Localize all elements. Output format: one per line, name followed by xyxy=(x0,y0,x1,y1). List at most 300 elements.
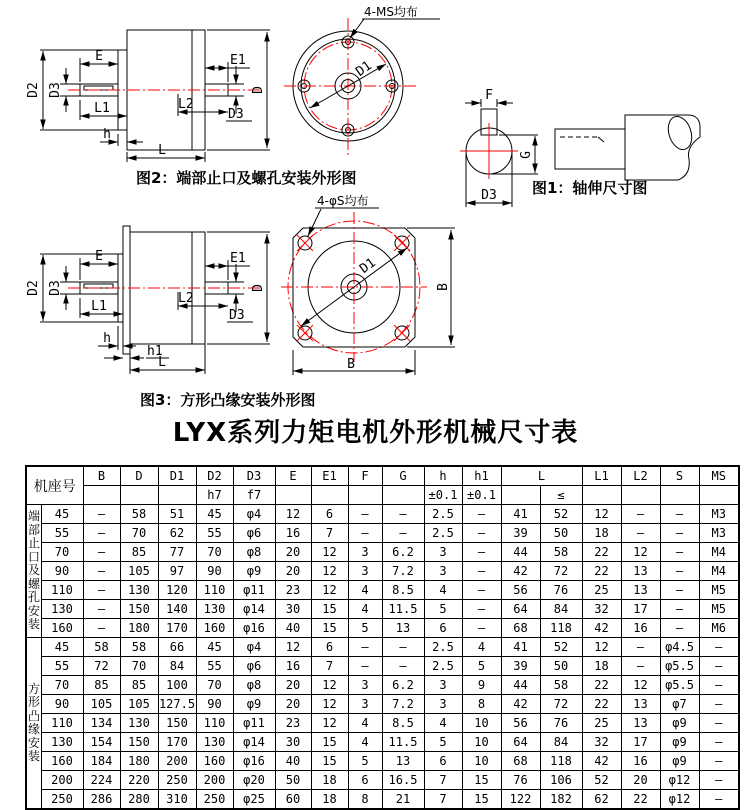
group-label: 端部止口及螺孔安装 xyxy=(26,505,41,638)
group-label: 方形凸缘安装 xyxy=(26,638,41,810)
cell: – xyxy=(621,638,660,657)
cell: φ9 xyxy=(660,733,699,752)
cell: 3 xyxy=(348,543,382,562)
cell: 25 xyxy=(582,714,621,733)
sub-header xyxy=(582,486,621,505)
cell: 130 xyxy=(196,600,233,619)
dim-label-f: F xyxy=(485,88,493,103)
cell: 41 xyxy=(501,505,540,524)
cell: 84 xyxy=(540,733,582,752)
cell: 130 xyxy=(196,733,233,752)
cell: 170 xyxy=(158,733,196,752)
cell: 52 xyxy=(540,505,582,524)
cell: φ8 xyxy=(233,676,275,695)
sub-header xyxy=(699,486,739,505)
cell: 150 xyxy=(120,600,158,619)
table-header xyxy=(26,466,739,505)
dim-label-g: G xyxy=(519,151,534,159)
cell: 130 xyxy=(120,714,158,733)
sub-header xyxy=(348,486,382,505)
page-title: LYX系列力矩电机外形机械尺寸表 xyxy=(172,418,579,448)
cell: 25 xyxy=(582,581,621,600)
cell: 22 xyxy=(582,543,621,562)
col-header-h: h xyxy=(424,466,462,486)
cell: 12 xyxy=(621,543,660,562)
cell: 4 xyxy=(348,581,382,600)
cell: 16 xyxy=(275,657,311,676)
cell: 40 xyxy=(275,752,311,771)
cell: 45 xyxy=(196,638,233,657)
cell: 220 xyxy=(120,771,158,790)
cell: 68 xyxy=(501,619,540,638)
cell: 55 xyxy=(196,657,233,676)
frame-size: 250 xyxy=(41,790,83,810)
dim-label-h: h xyxy=(103,127,111,142)
dim-label-h: h xyxy=(103,331,111,346)
cell: M4 xyxy=(699,562,739,581)
table-row xyxy=(26,733,739,752)
cell: 84 xyxy=(540,600,582,619)
col-header-B: B xyxy=(83,466,120,486)
frame-size: 70 xyxy=(41,543,83,562)
cell: φ25 xyxy=(233,790,275,810)
cell: 7 xyxy=(424,771,462,790)
cell: 30 xyxy=(275,600,311,619)
cell: 32 xyxy=(582,733,621,752)
cell: 15 xyxy=(311,752,348,771)
cell: 127.5 xyxy=(158,695,196,714)
cell: 12 xyxy=(582,638,621,657)
cell: 62 xyxy=(582,790,621,810)
cell: – xyxy=(660,619,699,638)
table-row xyxy=(26,752,739,771)
cell: 58 xyxy=(120,638,158,657)
frame-col-header: 机座号 xyxy=(26,466,83,505)
cell: 110 xyxy=(196,714,233,733)
cell: 21 xyxy=(382,790,424,810)
cell: 66 xyxy=(158,638,196,657)
frame-size: 160 xyxy=(41,619,83,638)
cell: 180 xyxy=(120,619,158,638)
cell: 10 xyxy=(462,752,501,771)
cell: – xyxy=(699,695,739,714)
cell: 2.5 xyxy=(424,505,462,524)
table-row xyxy=(26,790,739,810)
dim-label-e: E xyxy=(95,49,103,64)
cell: – xyxy=(621,657,660,676)
cell: 64 xyxy=(501,733,540,752)
cell: 77 xyxy=(158,543,196,562)
cell: – xyxy=(699,638,739,657)
cell: 20 xyxy=(275,562,311,581)
cell: 40 xyxy=(275,619,311,638)
col-header-L: L xyxy=(501,466,582,486)
cell: 120 xyxy=(158,581,196,600)
sub-header xyxy=(382,486,424,505)
cell: 200 xyxy=(158,752,196,771)
cell: φ14 xyxy=(233,733,275,752)
cell: – xyxy=(382,505,424,524)
cell: 250 xyxy=(158,771,196,790)
screw-note-label: 4-MS均布 xyxy=(364,5,418,19)
cell: 5 xyxy=(348,752,382,771)
cell: 4 xyxy=(424,581,462,600)
cell: 4 xyxy=(348,733,382,752)
fig3-side-drawing xyxy=(22,222,274,394)
table-row xyxy=(26,581,739,600)
cell: 3 xyxy=(348,562,382,581)
dim-label-l2: L2 xyxy=(178,97,194,112)
frame-size: 55 xyxy=(41,657,83,676)
cell: – xyxy=(462,524,501,543)
frame-size: 70 xyxy=(41,676,83,695)
cell: 70 xyxy=(196,543,233,562)
cell: 42 xyxy=(501,562,540,581)
frame-size: 110 xyxy=(41,581,83,600)
cell: 12 xyxy=(311,714,348,733)
cell: 280 xyxy=(120,790,158,810)
cell: 44 xyxy=(501,676,540,695)
table-row xyxy=(26,657,739,676)
cell: 6 xyxy=(424,752,462,771)
cell: φ5.5 xyxy=(660,657,699,676)
dim-label-d2: D2 xyxy=(26,280,41,296)
cell: 30 xyxy=(275,733,311,752)
cell: 154 xyxy=(83,733,120,752)
cell: 160 xyxy=(196,752,233,771)
cell: – xyxy=(83,505,120,524)
cell: 8.5 xyxy=(382,581,424,600)
cell: φ7 xyxy=(660,695,699,714)
cell: 3 xyxy=(424,562,462,581)
cell: 76 xyxy=(540,714,582,733)
cell: 50 xyxy=(540,524,582,543)
fig1-caption: 图1：轴伸尺寸图 xyxy=(532,179,648,197)
cell: 15 xyxy=(462,771,501,790)
cell: 12 xyxy=(311,695,348,714)
cell: 12 xyxy=(311,581,348,600)
screw-note-label: 4-φS均布 xyxy=(317,194,369,208)
cell: – xyxy=(83,543,120,562)
cell: 180 xyxy=(120,752,158,771)
cell: 3 xyxy=(424,543,462,562)
sub-header: f7 xyxy=(233,486,275,505)
cell: – xyxy=(462,600,501,619)
cell: M5 xyxy=(699,600,739,619)
cell: 12 xyxy=(311,676,348,695)
cell: φ9 xyxy=(660,714,699,733)
cell: 58 xyxy=(540,676,582,695)
cell: 15 xyxy=(311,619,348,638)
cell: 32 xyxy=(582,600,621,619)
cell: 2.5 xyxy=(424,638,462,657)
cell: 64 xyxy=(501,600,540,619)
cell: M6 xyxy=(699,619,739,638)
cell: 286 xyxy=(83,790,120,810)
cell: – xyxy=(462,543,501,562)
cell: 68 xyxy=(501,752,540,771)
cell: 12 xyxy=(311,543,348,562)
cell: φ16 xyxy=(233,752,275,771)
cell: 16 xyxy=(621,619,660,638)
sub-header xyxy=(83,486,120,505)
frame-size: 90 xyxy=(41,695,83,714)
cell: – xyxy=(462,581,501,600)
cell: φ9 xyxy=(660,752,699,771)
cell: – xyxy=(699,676,739,695)
frame-size: 130 xyxy=(41,600,83,619)
cell: 118 xyxy=(540,619,582,638)
dim-label-e1: E1 xyxy=(230,251,246,266)
cell: – xyxy=(348,657,382,676)
cell: φ11 xyxy=(233,714,275,733)
shaft-side-view xyxy=(555,129,625,169)
cell: φ8 xyxy=(233,543,275,562)
cell: 5 xyxy=(424,600,462,619)
sub-header: ±0.1 xyxy=(424,486,462,505)
fig2-caption: 图2：端部止口及螺孔安装外形图 xyxy=(136,169,357,187)
cell: 7 xyxy=(424,790,462,810)
cell: 85 xyxy=(83,676,120,695)
table-row xyxy=(26,695,739,714)
cell: φ16 xyxy=(233,619,275,638)
cell: – xyxy=(621,524,660,543)
cell: 50 xyxy=(275,771,311,790)
table-row xyxy=(26,714,739,733)
cell: 44 xyxy=(501,543,540,562)
dim-label-e: E xyxy=(95,249,103,264)
dim-label-l1: L1 xyxy=(91,299,107,314)
sub-header xyxy=(275,486,311,505)
table-row xyxy=(26,771,739,790)
cell: 6 xyxy=(424,619,462,638)
table-row xyxy=(26,524,739,543)
cell: φ5.5 xyxy=(660,676,699,695)
cell: 182 xyxy=(540,790,582,810)
cell: 56 xyxy=(501,714,540,733)
cell: 12 xyxy=(311,562,348,581)
cell: 16.5 xyxy=(382,771,424,790)
cell: – xyxy=(83,524,120,543)
cell: 7 xyxy=(311,524,348,543)
frame-size: 110 xyxy=(41,714,83,733)
cell: – xyxy=(83,619,120,638)
table-body xyxy=(26,505,739,810)
cell: 62 xyxy=(158,524,196,543)
cell: 6 xyxy=(311,505,348,524)
cell: φ12 xyxy=(660,771,699,790)
cell: 15 xyxy=(462,790,501,810)
cell: 76 xyxy=(540,581,582,600)
col-header-D3: D3 xyxy=(233,466,275,486)
cell: 2.5 xyxy=(424,524,462,543)
cell: 20 xyxy=(621,771,660,790)
fig3-front-drawing xyxy=(281,192,476,397)
cell: 7 xyxy=(311,657,348,676)
cell: 45 xyxy=(196,505,233,524)
cell: 3 xyxy=(348,676,382,695)
cell: 7.2 xyxy=(382,562,424,581)
cell: 8 xyxy=(348,790,382,810)
cell: 50 xyxy=(540,657,582,676)
cell: 4 xyxy=(424,714,462,733)
cell: 41 xyxy=(501,638,540,657)
fig3-caption: 图3：方形凸缘安装外形图 xyxy=(140,391,316,409)
col-header-h1: h1 xyxy=(462,466,501,486)
table-row xyxy=(26,676,739,695)
cell: 15 xyxy=(311,733,348,752)
dim-label-h1: h1 xyxy=(147,344,163,359)
dim-label-b-bottom: B xyxy=(347,357,355,372)
sub-header xyxy=(311,486,348,505)
cell: 8.5 xyxy=(382,714,424,733)
cell: – xyxy=(660,543,699,562)
cell: – xyxy=(699,733,739,752)
sub-header xyxy=(621,486,660,505)
cell: – xyxy=(660,600,699,619)
cell: 16 xyxy=(275,524,311,543)
cell: φ4 xyxy=(233,638,275,657)
dim-label-d3-rear: D3 xyxy=(229,308,245,323)
cell: 15 xyxy=(311,600,348,619)
cell: – xyxy=(621,505,660,524)
cell: 20 xyxy=(275,543,311,562)
cell: 13 xyxy=(382,619,424,638)
cell: 55 xyxy=(196,524,233,543)
cell: 140 xyxy=(158,600,196,619)
cell: 18 xyxy=(582,657,621,676)
cell: – xyxy=(699,790,739,810)
cell: 13 xyxy=(621,714,660,733)
cell: – xyxy=(660,524,699,543)
cell: 110 xyxy=(196,581,233,600)
cell: 150 xyxy=(120,733,158,752)
dim-label-l1: L1 xyxy=(94,101,110,116)
table-row xyxy=(26,619,739,638)
cell: 58 xyxy=(540,543,582,562)
cell: 6 xyxy=(311,638,348,657)
cell: φ20 xyxy=(233,771,275,790)
cell: φ9 xyxy=(233,562,275,581)
frame-size: 55 xyxy=(41,524,83,543)
cell: φ6 xyxy=(233,524,275,543)
dim-label-l2: L2 xyxy=(178,291,194,306)
cell: φ14 xyxy=(233,600,275,619)
dimension-table xyxy=(25,465,740,810)
table-row xyxy=(26,638,739,657)
cell: φ6 xyxy=(233,657,275,676)
cell: 90 xyxy=(196,695,233,714)
cell: – xyxy=(348,638,382,657)
cell: 118 xyxy=(540,752,582,771)
cell: – xyxy=(462,505,501,524)
cell: 4 xyxy=(348,714,382,733)
sub-header xyxy=(660,486,699,505)
cell: 12 xyxy=(582,505,621,524)
cell: – xyxy=(348,505,382,524)
cell: 90 xyxy=(196,562,233,581)
cell: – xyxy=(83,581,120,600)
fig2-front-drawing xyxy=(278,2,468,170)
cell: 23 xyxy=(275,581,311,600)
cell: 58 xyxy=(120,505,158,524)
cell: 76 xyxy=(501,771,540,790)
cell: 11.5 xyxy=(382,733,424,752)
col-header-D2: D2 xyxy=(196,466,233,486)
col-header-E: E xyxy=(275,466,311,486)
cell: 7.2 xyxy=(382,695,424,714)
cell: – xyxy=(382,524,424,543)
table-row xyxy=(26,505,739,524)
cell: 105 xyxy=(83,695,120,714)
dim-label-d3-front: D3 xyxy=(48,82,63,98)
cell: – xyxy=(699,771,739,790)
table-row xyxy=(26,562,739,581)
cell: 6.2 xyxy=(382,676,424,695)
cell: 9 xyxy=(462,676,501,695)
cell: 5 xyxy=(462,657,501,676)
dim-label-d: D xyxy=(251,86,266,94)
sub-header xyxy=(501,486,540,505)
cell: φ4 xyxy=(233,505,275,524)
cell: 20 xyxy=(275,676,311,695)
cell: 42 xyxy=(501,695,540,714)
cell: 39 xyxy=(501,524,540,543)
dim-label-b-right: B xyxy=(436,283,451,291)
dim-label-l: L xyxy=(158,355,166,370)
cell: 224 xyxy=(83,771,120,790)
cell: 130 xyxy=(120,581,158,600)
cell: 56 xyxy=(501,581,540,600)
cell: 13 xyxy=(382,752,424,771)
cell: 60 xyxy=(275,790,311,810)
cell: φ9 xyxy=(233,695,275,714)
cell: 122 xyxy=(501,790,540,810)
cell: – xyxy=(660,562,699,581)
cell: 250 xyxy=(196,790,233,810)
cell: 6 xyxy=(348,771,382,790)
cell: 13 xyxy=(621,695,660,714)
cell: 105 xyxy=(120,695,158,714)
cell: 18 xyxy=(311,771,348,790)
cell: 72 xyxy=(540,695,582,714)
sub-header xyxy=(158,486,196,505)
cell: – xyxy=(382,638,424,657)
cell: – xyxy=(83,562,120,581)
cell: 72 xyxy=(540,562,582,581)
sub-header xyxy=(120,486,158,505)
dim-label-d2: D2 xyxy=(26,82,41,98)
cell: 160 xyxy=(196,619,233,638)
cell: – xyxy=(660,505,699,524)
cell: 51 xyxy=(158,505,196,524)
sub-header: h7 xyxy=(196,486,233,505)
cell: 8 xyxy=(462,695,501,714)
cell: – xyxy=(699,714,739,733)
cell: 134 xyxy=(83,714,120,733)
cell: 310 xyxy=(158,790,196,810)
frame-size: 130 xyxy=(41,733,83,752)
col-header-D: D xyxy=(120,466,158,486)
cell: 22 xyxy=(582,695,621,714)
cell: 52 xyxy=(540,638,582,657)
cell: 4 xyxy=(348,600,382,619)
cell: M5 xyxy=(699,581,739,600)
cell: 70 xyxy=(196,676,233,695)
cell: 72 xyxy=(83,657,120,676)
cell: – xyxy=(660,581,699,600)
cell: φ11 xyxy=(233,581,275,600)
